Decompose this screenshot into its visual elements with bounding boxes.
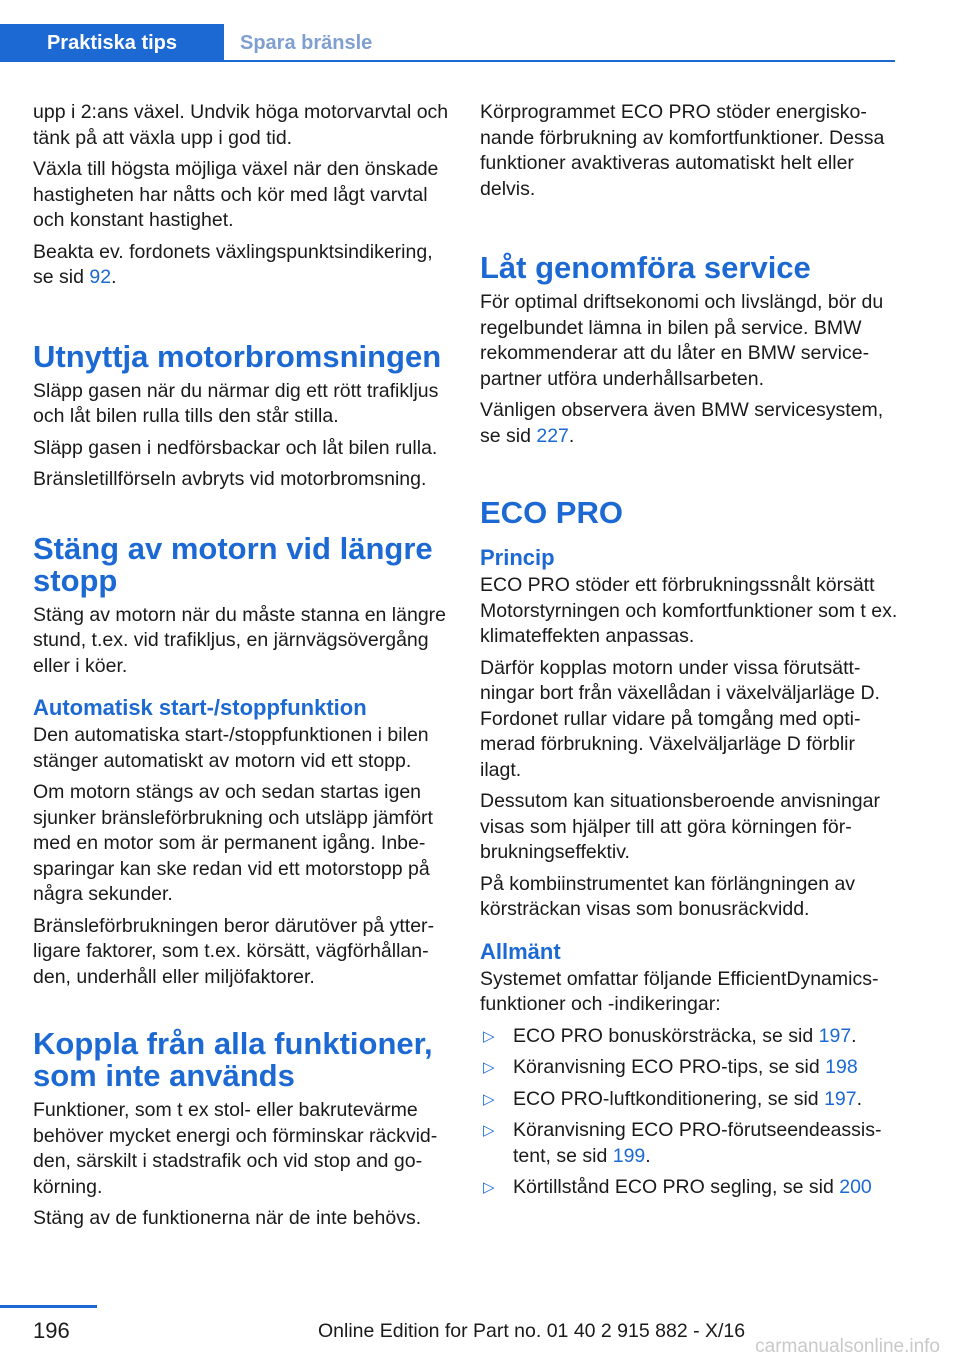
tab-spara-bransle[interactable]: Spara bränsle xyxy=(240,31,373,54)
paragraph: ECO PRO stöder ett förbrukningssnålt körsätt Motorstyrningen och komfortfunktioner som t ex. klimateffekten anpassas. xyxy=(480,574,898,647)
section-heading: Stäng av motorn vid längre stopp xyxy=(33,530,433,598)
list-item: ▷ Köranvisning ECO PRO-förutseendeassistent, se sid 199. xyxy=(483,1119,882,1167)
page-link[interactable]: 198 xyxy=(825,1056,858,1078)
triangle-bullet-icon: ▷ xyxy=(483,1090,495,1108)
list-item: ▷ Körtillstånd ECO PRO segling, se sid 200 xyxy=(480,1175,898,1201)
subsection-heading: Princip xyxy=(480,545,555,570)
paragraph: Den automatiska start-/stoppfunktionen i bilen stänger automatiskt av motorn vid ett stopp. xyxy=(33,724,429,772)
paragraph: Växla till högsta möjliga växel när den önskade hastigheten har nåtts och kör med lågt varvtal och konstant hastighet. xyxy=(33,158,439,231)
paragraph: För optimal driftsekonomi och livslängd, bör du regelbundet lämna in bilen på service. BMW rekommenderar att du låter en BMW servicepartner utföra underhållsarbeten. xyxy=(480,291,884,390)
section-heading: ECO PRO xyxy=(480,495,623,530)
left-column xyxy=(33,100,451,1238)
page-link[interactable]: 227 xyxy=(536,424,569,447)
triangle-bullet-icon: ▷ xyxy=(483,1059,495,1076)
paragraph: Funktioner, som t ex stol- eller bakrutevärme behöver mycket energi och förminskar räckvidden, särskilt i stadstrafik och vid stop and go-körning. xyxy=(33,1099,438,1198)
page-link[interactable]: 197 xyxy=(824,1087,857,1110)
paragraph: Om motorn stängs av och sedan startas igen sjunker bränsleförbrukning och utsläpp jämfört med en motor som är permanent igång. Inbesparingar kan ske redan vid ett motorstopp på några sekunder. xyxy=(33,781,433,905)
paragraph: Beakta ev. fordonets växlingspunktsindikering, se sid 92. xyxy=(33,240,433,288)
paragraph: Dessutom kan situationsberoende anvisningar visas som hjälper till att göra körningen förbrukningseffektiv. xyxy=(480,790,880,863)
list-item: ▷ Köranvisning ECO PRO-tips, se sid 198 xyxy=(480,1055,898,1081)
paragraph: Släpp gasen när du närmar dig ett rött trafikljus och låt bilen rulla tills den står stilla. xyxy=(33,379,439,427)
list-item: ▷ ECO PRO-luftkonditionering, se sid 197. xyxy=(480,1087,898,1113)
paragraph: Vänligen observera även BMW servicesystem, se sid 227. xyxy=(480,399,884,447)
page-link[interactable]: 197 xyxy=(818,1024,852,1047)
paragraph: Stäng av de funktionerna när de inte behövs. xyxy=(33,1207,422,1229)
watermark: carmanualsonline.info xyxy=(755,1336,940,1357)
subsection-heading: Automatisk start-/stoppfunktion xyxy=(33,695,367,720)
list-item: ▷ ECO PRO bonuskörsträcka, se sid 197. xyxy=(480,1024,898,1050)
section-heading: Låt genomföra service xyxy=(480,250,811,285)
feature-list xyxy=(480,1024,898,1201)
header-rule xyxy=(0,60,895,62)
header-tabbar xyxy=(0,24,895,62)
triangle-bullet-icon: ▷ xyxy=(483,1122,495,1139)
paragraph: upp i 2:ans växel. Undvik höga motorvarvtal och tänk på att växla upp i god tid. xyxy=(33,101,449,149)
page-link[interactable]: 200 xyxy=(839,1176,872,1198)
paragraph: Bränsletillförseln avbryts vid motorbromsning. xyxy=(33,468,427,490)
triangle-bullet-icon: ▷ xyxy=(483,1027,495,1045)
paragraph: Släpp gasen i nedförsbackar och låt bilen rulla. xyxy=(33,436,438,459)
subsection-heading: Allmänt xyxy=(480,938,561,964)
right-column xyxy=(480,100,898,1207)
paragraph: Körprogrammet ECO PRO stöder energiskonande förbrukning av komfortfunktioner. Dessa funktioner avaktiveras automatiskt helt eller delvis. xyxy=(480,101,885,200)
tab-praktiska-tips[interactable]: Praktiska tips xyxy=(0,24,224,62)
paragraph: Stäng av motorn när du måste stanna en längre stund, t.ex. vid trafikljus, en järnvägsövergång eller i köer. xyxy=(33,603,447,677)
paragraph: Systemet omfattar följande EfficientDynamics-funktioner och -indikeringar: xyxy=(480,967,879,1015)
page-number: 196 xyxy=(33,1318,70,1343)
paragraph: På kombiinstrumentet kan förlängningen av körsträckan visas som bonusräckvidd. xyxy=(480,872,856,920)
footer-rule xyxy=(0,1305,97,1308)
section-heading: Utnyttja motorbromsningen xyxy=(33,338,442,374)
triangle-bullet-icon: ▷ xyxy=(483,1179,495,1196)
paragraph: Därför kopplas motorn under vissa förutsättningar bort från växellådan i växelväljarläge D. Fordonet rullar vidare på tomgång med optimerad förbrukning. Växelväljarläge D förblir ilagt. xyxy=(480,656,880,781)
edition-text: Online Edition for Part no. 01 40 2 915 882 - X/16 xyxy=(318,1320,746,1342)
page-link[interactable]: 199 xyxy=(612,1144,646,1167)
page-link[interactable]: 92 xyxy=(89,266,112,288)
section-heading: Koppla från alla funktioner, som inte används xyxy=(33,1026,433,1093)
paragraph: Bränsleförbrukningen beror därutöver på ytterligare faktorer, som t.ex. körsätt, vägförhållanden, underhåll eller miljöfaktorer. xyxy=(33,914,435,988)
